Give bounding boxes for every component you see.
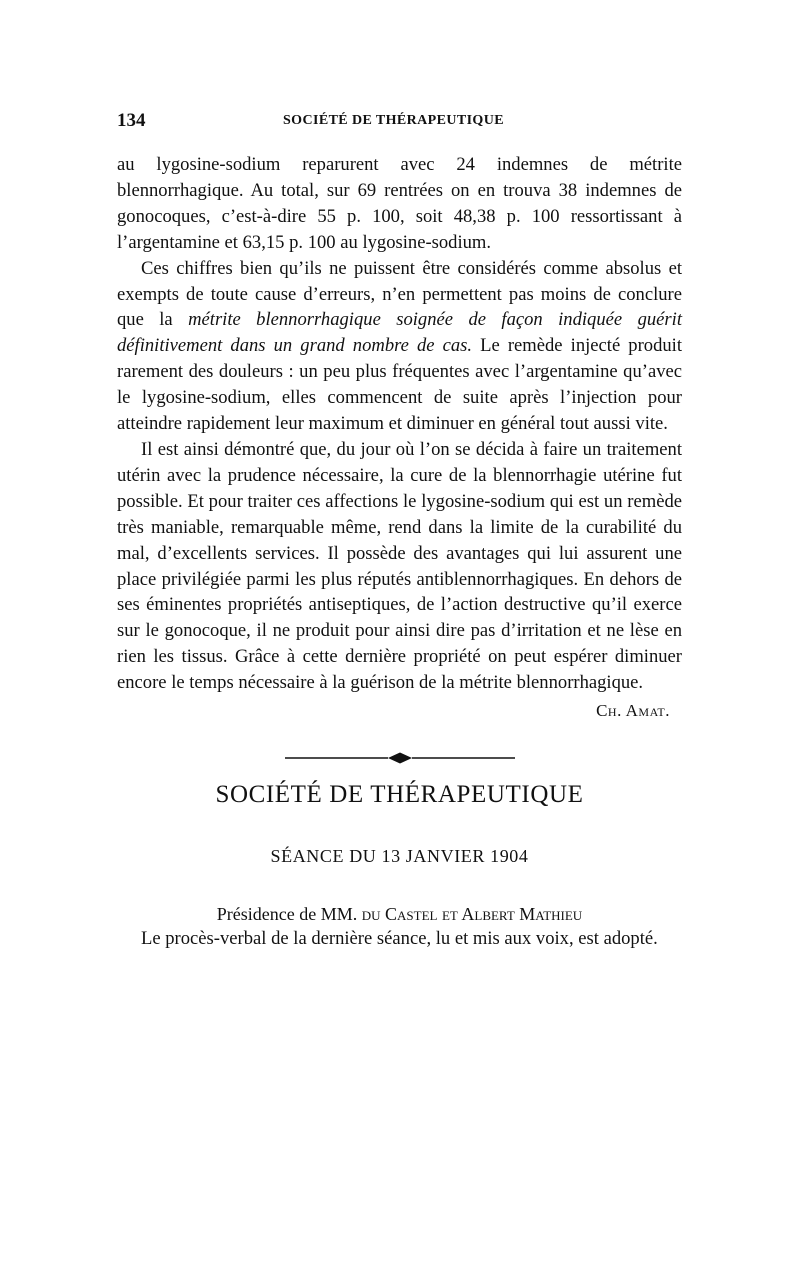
paragraph-minutes: Le procès-verbal de la dernière séance, lu et mis aux voix, est adopté. (141, 928, 658, 950)
paragraph-conclusion: Il est ainsi démontré que, du jour où l’on se décida à faire un traitement utérin avec la prudence nécessaire, la cure de la blennorrhagie utérine fut possible. Et pour traiter ces affections le lygosine-sodium qui est un remède très maniable, remarquable même, rend dans la limite de la curabilité du mal, d’excellents services. Il possède des avantages qui lui assurent une place privilégiée parmi les plus réputés antiblennorrhagiques. En dehors de ses éminentes propriétés antiseptiques, de l’action destructive qu’il exerce sur le gonocoque, il ne produit pour ainsi dire pas d’irritation et ne lèse en rien les tissus. Grâce à cette dernière propriété on peut espérer diminuer encore le temps nécessaire à la guérison de la métrite blennorrhagique. (117, 438, 682, 694)
paragraph-results-start: Ces chiffres bien qu’ils ne puissent être considérés comme absolus et exempts de toute cause d’erreurs, n’en permettent pas moins de (117, 257, 682, 305)
page-number: 134 (117, 110, 146, 131)
paragraph-results-lead: conclure que la (117, 283, 682, 331)
presidency-names: du Castel et Albert Mathieu (361, 904, 583, 925)
diamond-rule-icon (285, 751, 515, 765)
presidency-line (117, 902, 682, 926)
document-page (117, 110, 682, 952)
paragraph-results-end: Le remède injecté produit rarement des douleurs : un peu plus fréquentes avec l’argentamine qu’avec le lygosine-sodium, elles commencent de suite après l’injection pour atteindre rapidement leur maximum et diminuer en général tout aussi vite. (117, 335, 682, 435)
running-header (117, 110, 682, 138)
paragraph-continuation: au lygosine-sodium reparurent avec 24 indemnes de métrite blennorrhagique. Au total, sur 69 rentrées on en trouva 38 indemnes de gonocoques, c’est-à-dire 55 p. 100, soit 48,38 p. 100 ressortissant à l’argentamine et 63,15 p. 100 au lygosine-sodium. (117, 154, 682, 253)
italic-conclusion: métrite blennorrhagique soignée de façon indiquée guérit définitivement dans un grand nombre de cas. (117, 309, 682, 357)
session-date-heading: SÉANCE DU 13 JANVIER 1904 (270, 846, 529, 867)
running-title: SOCIÉTÉ DE THÉRAPEUTIQUE (283, 113, 504, 128)
presidency-prefix: Présidence de MM. (216, 904, 362, 925)
author-signature: Ch. Amat. (596, 701, 670, 721)
section-title: SOCIÉTÉ DE THÉRAPEUTIQUE (215, 781, 584, 809)
ornamental-rule (285, 751, 515, 765)
paragraph-results (117, 256, 682, 437)
